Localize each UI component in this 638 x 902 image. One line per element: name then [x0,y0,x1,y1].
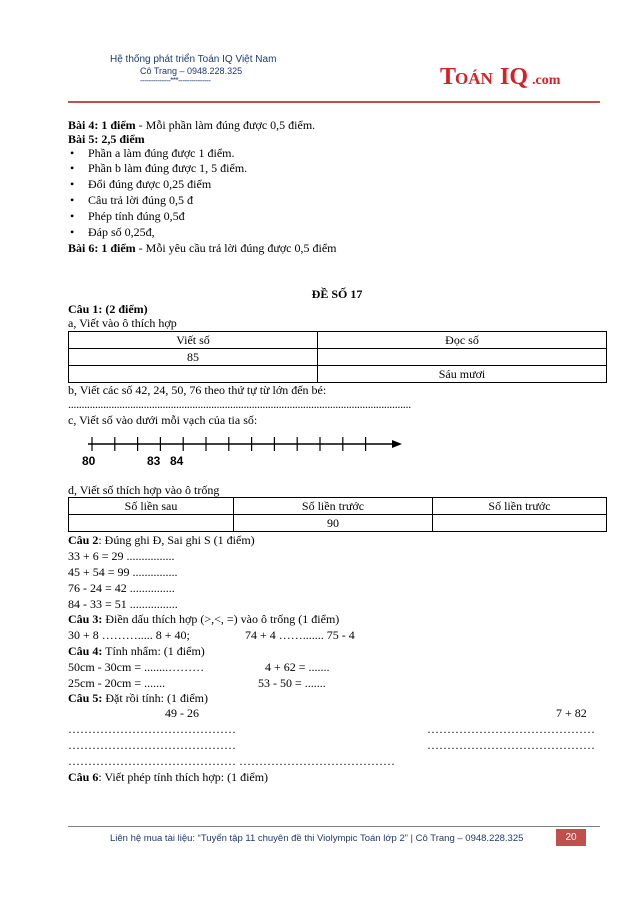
bai5-item [70,225,155,239]
cau3-right: 74 + 4 ……....... 75 - 4 [245,628,355,642]
table-cell[interactable]: 85 [69,349,318,366]
number-line [80,432,410,472]
table-header: Số liền trước [234,498,433,515]
table-row [69,349,607,366]
cau2-item: 76 - 24 = 42 ............... [68,581,175,595]
bullet-icon: • [70,161,75,175]
bullet-icon: • [70,209,75,223]
cau4-left-1: 50cm - 30cm = ........……… [68,660,205,674]
table-cell[interactable] [69,515,234,532]
cau6-rest: : Viết phép tính thích hợp: (1 điểm) [98,770,269,784]
cau5-dots-left: …………………………………… [68,722,236,736]
table-header: Đọc số [318,332,607,349]
header-line-3: --------------***--------------- [140,76,211,85]
cau1-rest: (2 điểm) [102,302,148,316]
cau4-rest: Tính nhẩm: (1 điểm) [102,644,205,658]
table-header: Số liền trước [433,498,607,515]
table-row [69,498,607,515]
footer-divider [68,826,600,827]
cau1c-text: c, Viết số vào dưới mỗi vạch của tia số: [68,413,258,427]
cau5-rest: Đặt rồi tính: (1 điểm) [102,691,208,705]
table-cell[interactable] [69,366,318,383]
footer-text: Liên hệ mua tài liệu: “Tuyển tập 11 chuyên đề thi Violympic Toán lớp 2” | Cô Trang – 0948.228.325 [110,833,524,844]
bai5-item [70,161,247,175]
cau5-dots-long: …………………………………… ………………………………… [68,754,395,768]
table-write-read [68,331,607,383]
cau2-item: 33 + 6 = 29 ................ [68,549,175,563]
bai4-line [68,118,315,132]
header-divider [68,101,600,103]
logo-image [440,56,580,96]
bai5-item-text: Phép tính đúng 0,5đ [88,209,185,223]
bai6-line [68,241,337,255]
header-line-1: Hệ thống phát triển Toán IQ Việt Nam [110,54,277,65]
cau3-head: Câu 3: [68,612,103,626]
numline-label: 83 [147,454,161,468]
logo [440,56,580,96]
svg-text:IQ: IQ [500,64,529,90]
arrow-icon [392,440,402,448]
table-row [69,366,607,383]
cau5-line [68,691,208,705]
cau3-left: 30 + 8 ………..... 8 + 40; [68,628,190,642]
numline-label: 80 [82,454,96,468]
bai4-head: Bài 4: 1 điểm [68,118,136,132]
number-line-svg [80,432,410,472]
bai5-item [70,193,193,207]
cau1b-dots: ............................................................................................................................... [68,397,411,411]
bai6-rest: - Mỗi yêu cầu trả lời đúng được 0,5 điểm [135,241,337,255]
cau2-rest: : Đúng ghi Đ, Sai ghi S (1 điểm) [98,533,255,547]
numline-label: 84 [170,454,184,468]
bai5-item [70,177,211,191]
bai5-item-text: Đổi đúng được 0,25 điểm [88,177,212,191]
cau4-left-2: 25cm - 20cm = ....... [68,676,166,690]
cau3-line [68,612,339,626]
exam-title: ĐỀ SỐ 17 [311,287,363,301]
cau2-item: 45 + 54 = 99 ............... [68,565,178,579]
cau5-calc-2: 7 + 82 [556,706,587,720]
cau1-head: Câu 1: [68,302,103,316]
table-row [69,515,607,532]
bai5-item-text: Phần a làm đúng được 1 điểm. [88,146,235,160]
bai6-head: Bài 6: 1 điểm [68,241,136,255]
cau1b-text: b, Viết các số 42, 24, 50, 76 theo thứ tự từ lớn đến bé: [68,383,327,397]
bai5-item-text: Phần b làm đúng được 1, 5 điểm. [88,161,248,175]
svg-text:OÁN: OÁN [455,69,493,88]
cau1d-text: d, Viết số thích hợp vào ô trống [68,483,220,497]
table-cell[interactable]: Sáu mươi [318,366,607,383]
table-header: Số liền sau [69,498,234,515]
bullet-icon: • [70,146,75,160]
cau6-head: Câu 6 [68,770,99,784]
cau2-line [68,533,255,547]
cau5-dots-right: …………………………………… [427,722,595,736]
svg-text:T: T [440,64,457,90]
cau4-right-2: 53 - 50 = ....... [258,676,326,690]
bullet-icon: • [70,177,75,191]
table-cell[interactable] [433,515,607,532]
cau4-right-1: 4 + 62 = ....... [265,660,330,674]
table-neighbors [68,497,607,532]
page-number: 20 [556,829,586,846]
cau5-calc-1: 49 - 26 [165,706,199,720]
cau2-item: 84 - 33 = 51 ................ [68,597,178,611]
bai5-item-text: Đáp số 0,25đ, [88,225,155,239]
cau4-line [68,644,205,658]
cau5-dots-left: …………………………………… [68,738,236,752]
table-cell[interactable] [318,349,607,366]
cau5-dots-right: …………………………………… [427,738,595,752]
bai5-head: Bài 5: 2,5 điểm [68,132,145,146]
bullet-icon: • [70,225,75,239]
cau4-head: Câu 4: [68,644,103,658]
cau2-head: Câu 2 [68,533,99,547]
svg-text:.com: .com [532,73,561,88]
cau1a-text: a, Viết vào ô thích hợp [68,316,177,330]
footer [0,826,638,852]
bai5-item [70,209,185,223]
cau5-head: Câu 5: [68,691,103,705]
bai5-item [70,146,235,160]
cau3-rest: Điền dấu thích hợp (>,<, =) vào ô trống (1 điểm) [102,612,340,626]
header [0,0,638,110]
cau6-line [68,770,268,784]
bai4-rest: - Mỗi phần làm đúng được 0,5 điểm. [135,118,316,132]
cau1-line [68,302,148,316]
header-line-2: Cô Trang – 0948.228.325 [140,66,243,76]
table-row [69,332,607,349]
table-cell[interactable]: 90 [234,515,433,532]
bai5-item-text: Câu trả lời đúng 0,5 đ [88,193,193,207]
table-header: Viết số [69,332,318,349]
bullet-icon: • [70,193,75,207]
